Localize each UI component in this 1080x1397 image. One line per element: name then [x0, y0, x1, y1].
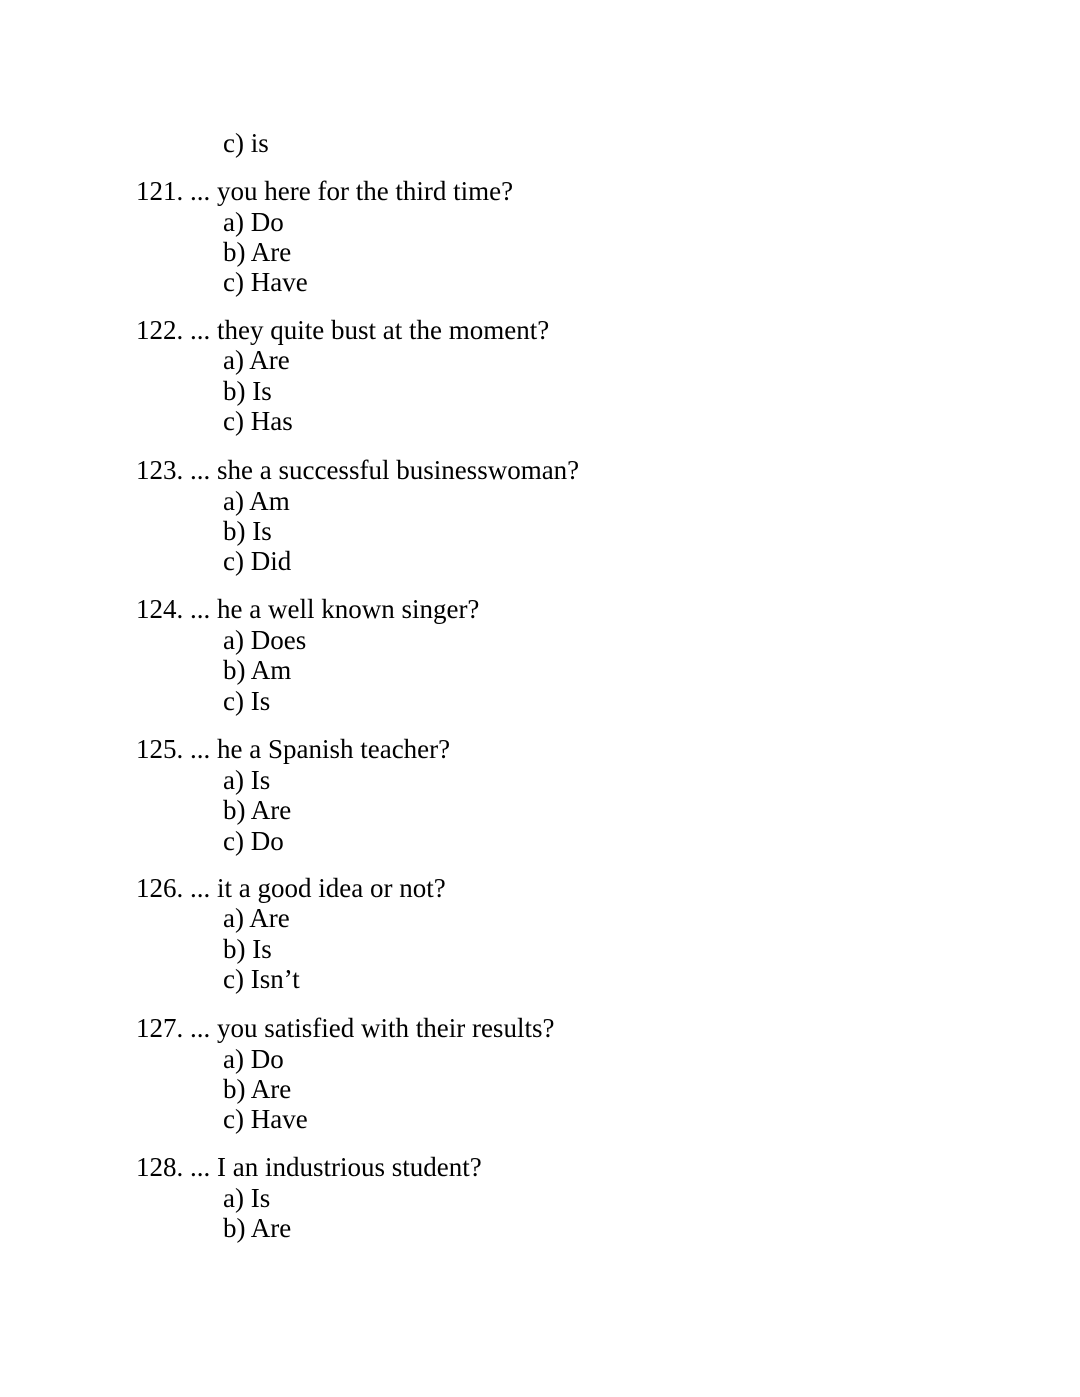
- question-123-option-b: b) Is: [223, 516, 272, 546]
- question-126-option-b: b) Is: [223, 934, 272, 964]
- carryover-option: c) is: [223, 128, 269, 158]
- question-123: 123. ... she a successful businesswoman?: [136, 455, 580, 485]
- question-122-option-a: a) Are: [223, 345, 290, 375]
- question-121-option-b: b) Are: [223, 237, 292, 267]
- question-124-option-c: c) Is: [223, 686, 271, 716]
- question-125-option-c: c) Do: [223, 826, 284, 856]
- question-126-option-a: a) Are: [223, 903, 290, 933]
- question-121-option-a: a) Do: [223, 207, 284, 237]
- question-127-option-c: c) Have: [223, 1104, 308, 1134]
- question-128-option-a: a) Is: [223, 1183, 271, 1213]
- question-125-option-a: a) Is: [223, 765, 271, 795]
- question-122-option-b: b) Is: [223, 376, 272, 406]
- question-121: 121. ... you here for the third time?: [136, 176, 514, 206]
- question-127-option-b: b) Are: [223, 1074, 292, 1104]
- question-125: 125. ... he a Spanish teacher?: [136, 734, 451, 764]
- question-128-option-b: b) Are: [223, 1213, 292, 1243]
- question-126: 126. ... it a good idea or not?: [136, 873, 446, 903]
- question-126-option-c: c) Isn’t: [223, 964, 300, 994]
- question-124-option-a: a) Does: [223, 625, 307, 655]
- question-125-option-b: b) Are: [223, 795, 292, 825]
- question-124: 124. ... he a well known singer?: [136, 594, 480, 624]
- question-124-option-b: b) Am: [223, 655, 292, 685]
- question-127-option-a: a) Do: [223, 1044, 284, 1074]
- question-121-option-c: c) Have: [223, 267, 308, 297]
- question-123-option-c: c) Did: [223, 546, 292, 576]
- question-122: 122. ... they quite bust at the moment?: [136, 315, 550, 345]
- question-123-option-a: a) Am: [223, 486, 290, 516]
- question-128: 128. ... I an industrious student?: [136, 1152, 482, 1182]
- question-122-option-c: c) Has: [223, 406, 293, 436]
- question-127: 127. ... you satisfied with their results?: [136, 1013, 555, 1043]
